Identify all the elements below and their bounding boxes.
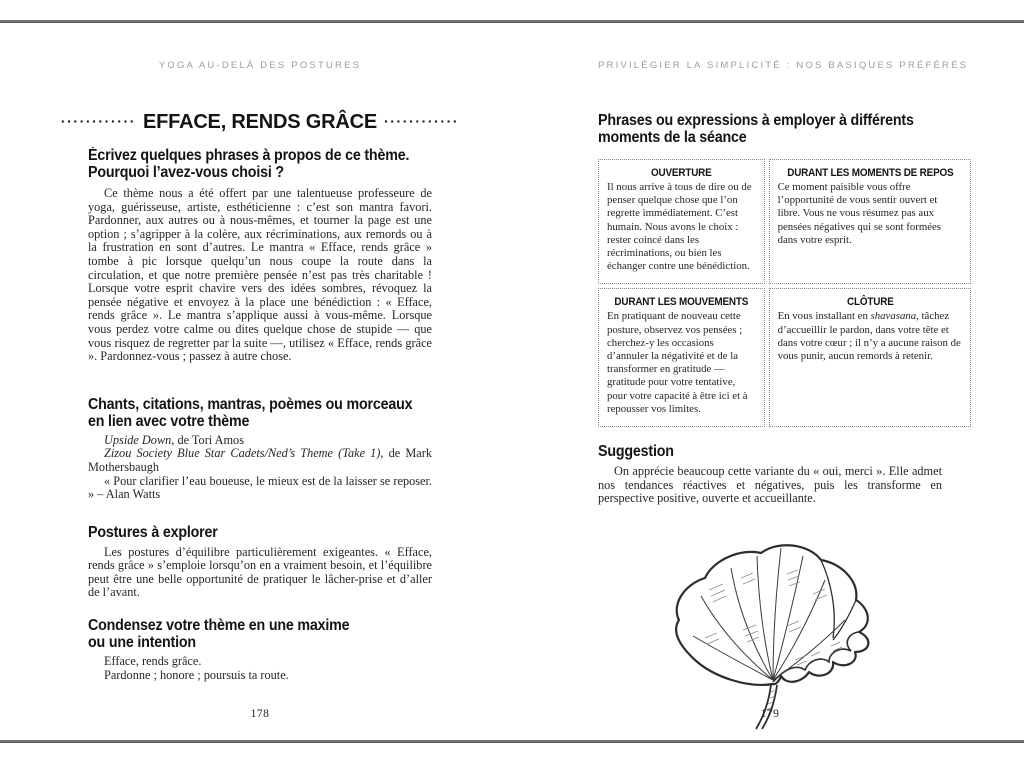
postures-paragraph: Les postures d’équilibre particulièrement exigeantes. « Efface, rends grâce » s’emploie lorsqu’on en a vraiment besoin, et l’équilibre peut être une belle opportunité de pratiquer le lâcher-prise et d’aller de l’avant. [88, 544, 432, 600]
suggestion-heading [598, 443, 914, 460]
cell-heading: OUVERTURE [651, 167, 712, 179]
maxim-line: Pardonne ; honore ; poursuis ta route. [104, 667, 289, 682]
song-item [88, 447, 432, 474]
running-head-right: PRIVILÉGIER LA SIMPLICITÉ : NOS BASIQUES PRÉFÉRÉS [598, 60, 969, 71]
song-credit: , de Tori Amos [171, 432, 244, 447]
quote-line: « Pour clarifier l’eau boueuse, le mieux est de la laisser se reposer. » – Alan Watts [88, 473, 432, 502]
maxim-heading-line-1: Condensez votre thème en une maxime [88, 617, 350, 635]
book-spread [0, 23, 1024, 740]
suggestion-paragraph: On apprécie beaucoup cette variante du « oui, merci ». Elle admet nos tendances réactives et négatives, puis les transforme en perspective positive, ouverte et accueillante. [598, 464, 942, 506]
title-leader-left: ············ [60, 112, 136, 129]
intro-heading [88, 147, 410, 181]
intro-heading-line-2: Pourquoi l’avez-vous choisi ? [88, 164, 284, 181]
table-cell-cloture [769, 288, 972, 427]
poppy-flower-illustration [598, 534, 942, 735]
songs-heading-line-1: Chants, citations, mantras, poèmes ou morceaux [88, 395, 413, 413]
table-cell-mouvements [598, 288, 765, 427]
title-leader-right: ············ [384, 112, 460, 129]
phrase-table [598, 159, 961, 427]
phrases-heading-line-1: Phrases ou expressions à employer à différents [598, 112, 914, 129]
intro-paragraph: Ce thème nous a été offert par une talentueuse professeure de yoga, guérisseuse, artiste, esthéticienne : c’est son mantra favori. Pardonner, aux autres ou à nous-mêmes, et tourner la page est une option ; s’agripper à la colère, aux récriminations, aux remords ou à la frustration en sont d’autres. Le mantra « Efface, rends grâce » tombe à pic lorsque quelqu’un nous coupe la route dans la circulation, et que notre première pensée n’est pas très charitable ! Lorsque votre esprit chavire vers des idées sombres, révoquez la pensée négative et envoyez à la place une bénédiction : « Efface, rends grâce ». Le mantra s’applique aussi à vous-même. Lorsque vous perdez votre calme ou dites quelque chose de stupide — que vous risquez de regretter par la suite —, utilisez « Efface, rends grâce ». Pardonnez-vous ; passez à autre chose. [88, 186, 432, 364]
poppy-flower-icon [645, 534, 895, 730]
songs-list [88, 434, 432, 502]
cell-body-post: , tâchez d’accueillir le pardon, dans votre tête et dans votre cœur ; il n’y a aucune raison de vous punir, aucun remords à retenir. [777, 310, 961, 363]
cell-body: Il nous arrive à tous de dire ou de penser quelque chose que l’on regrette immédiatement. C’est humain. Nous avons le choix : rester coincé dans les récriminations, ou bien les échanger contre une bénédiction. [607, 181, 752, 273]
songs-heading-line-2: en lien avec votre thème [88, 412, 250, 430]
page-number-left: 178 [250, 708, 270, 720]
song-title: Zizou Society Blue Star Cadets/Ned’s Theme (Take 1) [104, 446, 381, 461]
cell-heading: DURANT LES MOMENTS DE REPOS [786, 167, 954, 179]
chapter-title: EFFACE, RENDS GRÂCE [143, 111, 378, 133]
postures-heading [88, 524, 404, 541]
song-credit: , de Mark Mothersbaugh [88, 446, 432, 474]
running-head-left: YOGA AU-DELÀ DES POSTURES [158, 60, 362, 71]
cell-body [778, 310, 963, 363]
intro-heading-line-1: Écrivez quelques phrases à propos de ce thème. [88, 147, 410, 164]
suggestion-heading-line: Suggestion [598, 443, 674, 461]
cell-heading: CLÔTURE [846, 296, 894, 309]
postures-heading-line: Postures à explorer [88, 523, 218, 541]
right-page [598, 23, 969, 735]
maxim-heading [88, 617, 404, 651]
song-item [88, 434, 432, 448]
song-title: Upside Down [104, 432, 172, 447]
page-number-right: 179 [760, 708, 780, 720]
table-cell-repos [769, 159, 972, 284]
phrases-heading [598, 112, 914, 146]
left-page [60, 23, 460, 735]
phrases-heading-line-2: moments de la séance [598, 129, 747, 146]
cell-body: Ce moment paisible vous offre l’opportunité de vous sentir ouvert et libre. Vous ne vous résumez pas aux pensées négatives qui se sont formées dans votre esprit. [777, 181, 942, 246]
songs-heading [88, 395, 413, 430]
cell-body-pre: En vous installant en [777, 310, 871, 323]
bottom-rule [0, 740, 1024, 743]
cell-heading: DURANT LES MOUVEMENTS [614, 296, 749, 309]
table-cell-ouverture [598, 159, 765, 284]
chapter-title-row [60, 111, 460, 134]
cell-body-italic: shavasana [870, 310, 917, 323]
maxim-line: Efface, rends grâce. [104, 654, 202, 669]
cell-body: En pratiquant de nouveau cette posture, observez vos pensées ; cherchez-y les occasions d’annuler la négativité et de la transformer en gratitude — gratitude pour votre tentative, pour votre capacité à être ici et à repousser vos limites. [607, 310, 748, 415]
maxim-heading-line-2: ou une intention [88, 634, 196, 652]
